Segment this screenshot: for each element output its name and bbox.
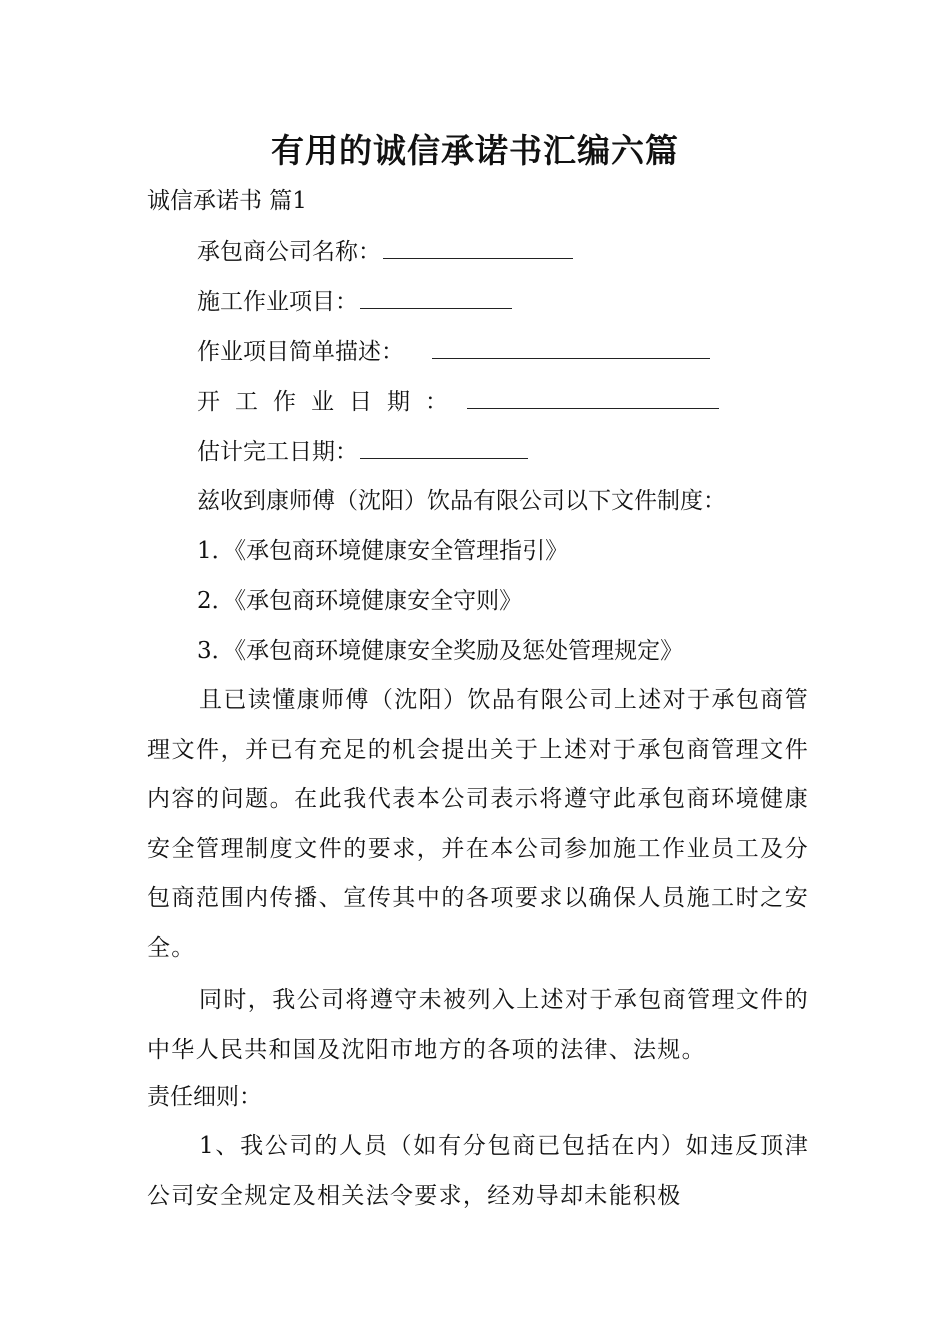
- body-paragraph: 且已读懂康师傅（沈阳）饮品有限公司上述对于承包商管理文件，并已有充足的机会提出关于上述对于承包商管理文件内容的问题。在此我代表本公司表示将遵守此承包商环境健康安全管理制度文件的要求，并在本公司参加施工作业员工及分包商范围内传播、宣传其中的各项要求以确保人员施工时之安全。: [147, 687, 809, 961]
- document-list-item: 3．《承包商环境健康安全奖励及惩处管理规定》: [197, 638, 684, 664]
- field-label: 承包商公司名称：: [197, 239, 381, 265]
- form-field-project: [197, 286, 512, 317]
- fill-in-blank: [432, 336, 710, 359]
- fill-in-blank: [383, 236, 573, 259]
- fill-in-blank: [360, 286, 512, 309]
- field-label: 作业项目简单描述：: [197, 339, 404, 365]
- document-list-item: 2．《承包商环境健康安全守则》: [197, 588, 523, 614]
- document-list-item: 1．《承包商环境健康安全管理指引》: [197, 538, 569, 564]
- document-title: 有用的诚信承诺书汇编六篇: [271, 131, 679, 170]
- field-label: 开工作业日期：: [197, 389, 463, 415]
- form-field-contractor-name: [197, 236, 573, 267]
- fill-in-blank: [360, 436, 528, 459]
- body-paragraph: 同时，我公司将遵守未被列入上述对于承包商管理文件的中华人民共和国及沈阳市地方的各项的法律、法规。: [147, 987, 809, 1063]
- responsibility-heading: 责任细则：: [147, 1084, 262, 1110]
- section-heading: 诚信承诺书 篇1: [147, 188, 307, 214]
- fill-in-blank: [467, 386, 719, 409]
- field-label: 估计完工日期：: [197, 439, 358, 465]
- body-paragraph: 1、我公司的人员（如有分包商已包括在内）如违反顶津公司安全规定及相关法令要求，经劝导却未能积极: [147, 1133, 809, 1209]
- field-label: 施工作业项目：: [197, 289, 358, 315]
- form-field-end-date: [197, 436, 528, 467]
- intro-line: 兹收到康师傅（沈阳）饮品有限公司以下文件制度：: [197, 488, 726, 514]
- form-field-start-date: [197, 386, 719, 417]
- form-field-description: [197, 336, 710, 367]
